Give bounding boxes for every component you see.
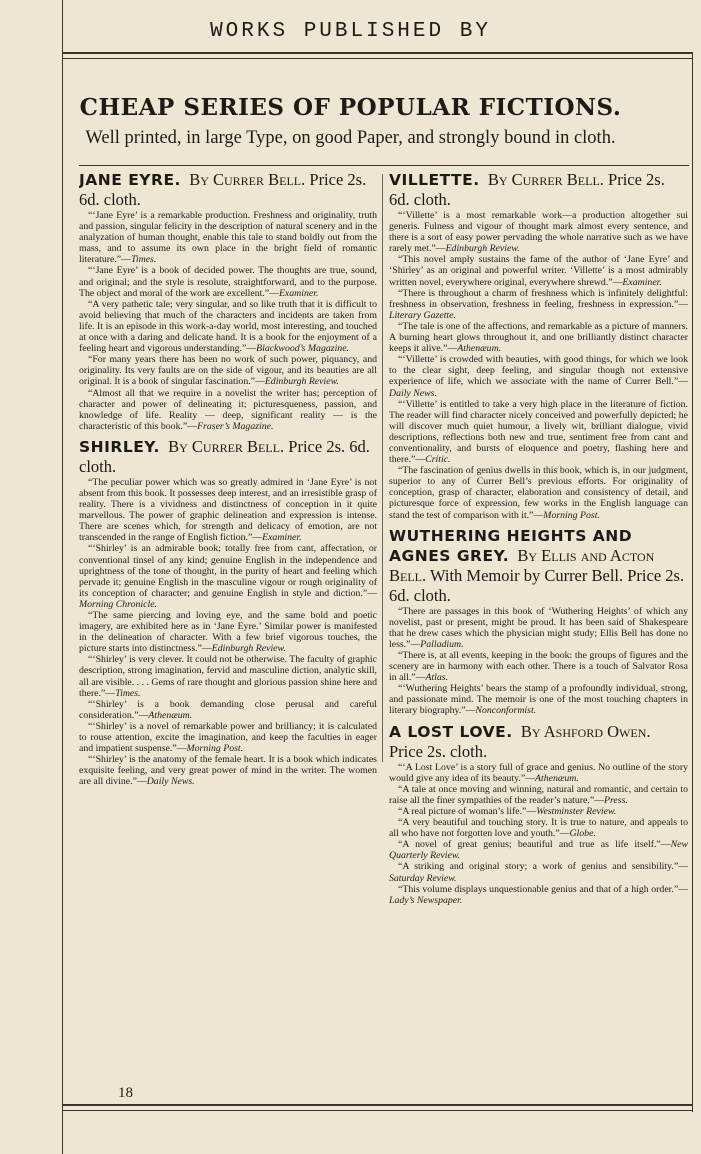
review-quote: “The tale is one of the affections, and remarkable as a picture of manners. A burning heart glows throughout it, and one brilliantly distinct character keeps it alive.”—Athenæum. <box>389 320 688 355</box>
book-entry-shirley <box>79 437 377 788</box>
page-title: CHEAP SERIES OF POPULAR FICTIONS. <box>79 94 622 121</box>
review-quote: “‘Shirley’ is very clever. It could not be otherwise. The faculty of graphic description, strong imagination, fervid and masculine diction, analytic skill, all are visible. . . . Gems of rare thought and glorious passion shine here and there.”—Times. <box>79 654 377 699</box>
column-top-rule <box>79 165 689 166</box>
review-quote: “A striking and original story; a work of genius and sensibility.”—Saturday Review. <box>389 861 688 884</box>
review-quote: “Almost all that we require in a novelist the writer has; perception of character and power of delineating it; picturesqueness, passion, and knowledge of life. Reality — deep, significant reality — is the characteristic of this book.”—Fraser’s Magazine. <box>79 387 377 432</box>
review-source: Fraser’s Magazine. <box>197 420 274 432</box>
book-price: With Memoir by Currer Bell. Price 2s. 6d. cloth. <box>389 565 685 605</box>
review-quote: “A real picture of woman’s life.”—Westminster Review. <box>398 805 617 817</box>
review-source: Blackwood’s Magazine. <box>256 343 349 355</box>
review-quote: “This novel amply sustains the fame of the author of ‘Jane Eyre’ and ‘Shirley’ as an original and powerful writer. ‘Villette’ is a most admirably written novel, everywhere original, everywhere shrewd.”—Examiner. <box>389 254 688 288</box>
review-quote: “‘Shirley’ is an admirable book; totally free from cant, affectation, or conventional tinsel of any kind; genuine English in the independence and uprightness of the tone of thought, in the purity of heart and feeling which pervade it; genuine English in the masculine vigour or rough originality of its conception of character; and genuine English in style and diction.”—Morning Chronicle. <box>79 543 377 610</box>
review-source: Times. <box>115 687 141 699</box>
book-title: SHIRLEY. <box>79 437 160 456</box>
review-source: Athenæum. <box>457 343 502 355</box>
footer-rule-thick <box>62 1104 693 1106</box>
review-quote: “The peculiar power which was so greatly admired in ‘Jane Eyre’ is not absent from this book. It possesses deep interest, and an irresistible grasp of reality. There is a vividness and distinctness of conception in it quite marvellous. The power of graphic delineation and expression is intense. There are scenes which, for strength and delicacy of emotion, are not transcended in the range of English fiction.”—Examiner. <box>79 476 377 544</box>
review-source: Lady’s Newspaper. <box>389 894 463 906</box>
book-byline: By Currer Bell. <box>168 436 285 456</box>
book-price: Price 2s. cloth. <box>389 741 488 761</box>
page-subtitle: Well printed, in large Type, on good Paper, and strongly bound in cloth. <box>85 128 616 148</box>
book-price: Price 2s. 6d. cloth. <box>79 170 367 209</box>
review-source: New Quarterly Review. <box>389 839 688 862</box>
review-quote: “‘Wuthering Heights’ bears the stamp of a profoundly individual, strong, and passionate mind. The memoir is one of the most touching chapters in literary biography.”—Nonconformist. <box>389 683 688 717</box>
review-source: Atlas. <box>425 672 449 684</box>
review-source: Westminster Review. <box>536 805 617 817</box>
review-quote: “‘Villette’ is entitled to take a very high place in the literature of fiction. The reader will find character nicely conceived and powerfully depicted; he will discover much quiet humour, a lively wit, brilliant dialogue, vivid descriptions, reflections both new and true, sentiment free from cant and conventionality, and bursts of eloquence and poetry, flashing here and there.”—Critic. <box>389 398 688 466</box>
book-byline: By Ashford Owen. <box>520 721 651 741</box>
column-divider <box>382 174 383 762</box>
review-source: Athenæum. <box>535 772 579 784</box>
review-source: Morning Chronicle. <box>79 598 158 610</box>
book-entry-jane-eyre <box>79 170 377 432</box>
review-source: Athenæum. <box>148 709 193 721</box>
review-source: Daily News. <box>146 776 195 788</box>
book-title: WUTHERING HEIGHTS AND AGNES GREY. <box>389 526 633 565</box>
book-entry-villette <box>389 170 688 521</box>
review-source: Examiner. <box>278 287 319 299</box>
review-quote: “‘Villette’ is a most remarkable work—a production altogether sui generis. Fulness and vigour of thought mark almost every sentence, and there is a sort of easy power pervading the whole narrative such as we have rarely met.”—Edinburgh Review. <box>389 210 688 255</box>
book-title: VILLETTE. <box>389 171 480 189</box>
review-source: Examiner. <box>622 276 662 288</box>
review-source: Saturday Review. <box>389 872 457 884</box>
book-byline: By Currer Bell. <box>189 170 306 189</box>
review-source: Press. <box>604 794 628 806</box>
review-quote: “A novel of great genius; beautiful and true as life itself.”—New Quarterly Review. <box>389 839 688 862</box>
review-quote: “This volume displays unquestionable genius and that of a high order.”—Lady’s Newspaper. <box>389 883 688 906</box>
review-source: Nonconformist. <box>475 705 537 717</box>
book-entry-wuthering-heights <box>389 526 688 717</box>
header-rule-thin <box>62 58 693 59</box>
book-heading <box>79 170 377 210</box>
page-number: 18 <box>118 1085 133 1101</box>
review-quote: “‘A Lost Love’ is a story full of grace and genius. No outline of the story would give any idea of its beauty.”—Athenæum. <box>389 761 688 784</box>
book-heading <box>79 437 377 477</box>
review-source: Critic. <box>425 454 451 466</box>
book-heading <box>389 170 688 210</box>
review-source: Morning Post. <box>186 743 244 755</box>
top-left-border <box>62 0 63 1154</box>
review-quote: “For many years there has been no work of such power, piquancy, and originality. Its very faults are on the side of vigour, and its beauties are all original. It is a book of singular fascination.”—Edinburgh Review. <box>79 354 377 388</box>
review-source: Globe. <box>569 828 596 840</box>
review-quote: “The same piercing and loving eye, and the same bold and poetic imagery, are exhibited here as in ‘Jane Eyre.’ Similar power is manifested in the delineation of character. With a few brief vigorous touches, the picture starts into distinctness.”—Edinburgh Review. <box>79 610 377 655</box>
book-title: A LOST LOVE. <box>389 722 513 741</box>
review-source: Literary Gazette. <box>389 309 456 321</box>
book-entry-a-lost-love <box>389 722 688 906</box>
running-head: WORKS PUBLISHED BY <box>210 20 491 43</box>
right-border <box>692 52 693 1112</box>
review-source: Examiner. <box>262 532 302 544</box>
book-byline: By Ellis and Acton Bell. <box>389 545 655 585</box>
review-source: Palladium. <box>420 638 464 650</box>
footer-rule-thin <box>62 1110 693 1111</box>
book-byline: By Currer Bell. <box>487 170 604 189</box>
review-source: Morning Post. <box>543 509 600 521</box>
review-source: Edinburgh Review. <box>211 643 286 655</box>
book-heading <box>389 722 688 762</box>
review-source: Edinburgh Review. <box>445 243 520 255</box>
review-source: Daily News. <box>389 387 437 399</box>
review-quote: “A very beautiful and touching story. It is true to nature, and appeals to all who have not forgotten love and youth.”—Globe. <box>389 817 688 840</box>
book-heading <box>389 526 688 606</box>
review-source: Edinburgh Review. <box>264 376 339 388</box>
review-quote: “There are passages in this book of ‘Wuthering Heights’ of which any novelist, past or present, might be proud. It has been said of Shakespeare that he drew cases which the physician might study; Ellis Bell has done no less.”—Palladium. <box>389 605 688 650</box>
book-price: Price 2s. 6d. cloth. <box>389 170 665 209</box>
review-quote: “‘Jane Eyre’ is a book of decided power. The thoughts are true, sound, and original; and the style is resolute, straightforward, and to the purpose. The object and moral of the work are excellent.”—Examiner. <box>79 265 377 299</box>
header-rule-thick <box>62 52 693 54</box>
review-quote: “The fascination of genius dwells in this book, which is, in our judgment, superior to any of Currer Bell’s previous efforts. For originality of conception, grasp of character, elaboration and consistency of detail, and picturesque force of expression, few works in the English language can stand the test of comparison with it.”—Morning Post. <box>389 465 688 521</box>
review-source: Times. <box>130 254 157 266</box>
review-quote: “‘Shirley’ is a novel of remarkable power and brilliancy; it is calculated to rouse attention, excite the imagination, and keep the faculties in eager and impatient suspense.”—Morning Post. <box>79 720 377 755</box>
book-price: Price 2s. 6d. cloth. <box>79 436 370 476</box>
left-column <box>79 170 377 788</box>
review-quote: “‘Shirley’ is a book demanding close perusal and careful consideration.”—Athenæum. <box>79 698 377 721</box>
review-quote: “A tale at once moving and winning, natural and romantic, and certain to raise all the finer sympathies of the reader’s nature.”—Press. <box>389 783 688 806</box>
review-quote: “‘Shirley’ is the anatomy of the female heart. It is a book which indicates exquisite feeling, and very great power of mind in the writer. The women are all divine.”—Daily News. <box>79 754 377 788</box>
review-quote: “‘Villette’ is crowded with beauties, with good things, for which we look to the clear sight, deep feeling, and singular though not extensive experience of life, which we associate with the name of Currer Bell.”—Daily News. <box>389 354 688 399</box>
book-title: JANE EYRE. <box>79 171 181 189</box>
review-quote: “‘Jane Eyre’ is a remarkable production. Freshness and originality, truth and passion, singular felicity in the description of natural scenery and in the analyzation of human thought, enable this tale to stand boldly out from the mass, and to assume its own place in the bright field of romantic literature.”—Times. <box>79 210 377 266</box>
review-quote: “A very pathetic tale; very singular, and so like truth that it is difficult to avoid believing that much of the characters and incidents are taken from life. It is an episode in this work-a-day world, most interesting, and touched at once with a daring and delicate hand. It is a book for the enjoyment of a feeling heart and vigorous understanding.”—Blackwood’s Magazine. <box>79 298 377 355</box>
right-column <box>389 170 688 906</box>
review-quote: “There is throughout a charm of freshness which is infinitely delightful: freshness in observation, freshness in feeling, freshness in expression.”—Literary Gazette. <box>389 287 688 321</box>
review-quote: “There is, at all events, keeping in the book: the groups of figures and the scenery are in harmony with each other. There is a touch of Salvator Rosa in all.”—Atlas. <box>389 650 688 684</box>
